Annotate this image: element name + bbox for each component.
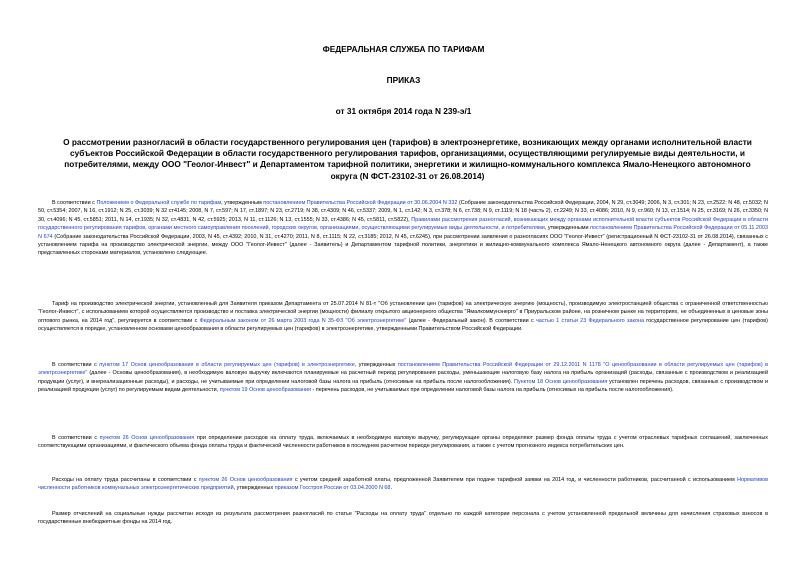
link-decree-674[interactable]: постановлением Правительства Российской Федерации от 05.11.2003 N 674 xyxy=(38,225,768,240)
paragraph-6 xyxy=(38,510,768,527)
link-disagreement-rules[interactable]: Правилами рассмотрения разногласий, возникающих между органами исполнительной власти субъектов Российской Федерации в области государственного регулирования тарифов, органами местного самоуправления поселений, городских округов, организациями, осуществляющими регулируемые виды деятельности, и потребителями xyxy=(38,216,769,232)
link-article-23[interactable]: частью 1 статьи 23 Федерального закона xyxy=(535,317,644,324)
link-pricing-basics-p17[interactable]: пунктом 17 Основ ценообразования в области регулируемых цен (тарифов) в электроэнергетике xyxy=(99,362,355,368)
p2-text-3: государственное регулирование цен (тарифов) осуществляется в порядке, установленном основами ценообразования в области регулируемых цен (тарифов) в электроэнергетике, утвержденными Правительством Российской Федерации. xyxy=(38,317,768,333)
link-decree-332[interactable]: постановлением Правительства Российской Федерации от 30.06.2004 N 332 xyxy=(263,200,458,206)
paragraph-3 xyxy=(38,361,768,395)
paragraph-5 xyxy=(38,476,768,493)
link-pricing-basics-p26-b[interactable]: пунктом 26 Основ ценообразования xyxy=(198,477,293,483)
p5-text-1: Расходы на оплату труда рассчитаны в соответствии с xyxy=(52,477,199,483)
p1-text-2: , утвержденным xyxy=(221,200,264,206)
p5-text-3: , утвержденных xyxy=(233,485,275,492)
doc-type-heading: ПРИКАЗ xyxy=(386,75,421,85)
paragraph-2 xyxy=(38,300,768,334)
p1-text-5: (Собрание законодательства Российской Федерации, 2003, N 45, ст.4392; 2010, N 31, ст.4270; 2011, N 8, ст.1115; N 22, ст.3185; 2012, N 45, ст.6245), при рассмотрении заявления о разногласиях ООО "Геолог-Инвест" (регистрационный N ФСТ-23102-31 от 26.08.2014), связанных с установлением тарифа на производство электрической энергии, между ООО "Геолог-Инвест" (далее - Заявитель) и Департаментом тарифной политики, энергетики и жилищно-коммунального комплекса Ямало-Ненецкого автономного округа (далее - Департамент), а также представленных сторонами материалов, установлено следующее. xyxy=(38,233,768,257)
p3-text-3: (далее - Основы ценообразования), в необходимую валовую выручку включаются планируемые на расчетный период регулирования расходы, уменьшающие налоговую базу налога на прибыль организаций (расходы, связанные с производством и реализацией продукции (услуг), и внереализационные расходы), и расходы, не учитываемые при определении налоговой базы налога на прибыль (относимые на прибыль после налогообложения). xyxy=(38,370,768,385)
p2-text-2: (далее - Федеральный закон). В соответствии с xyxy=(406,317,536,324)
p3-text-1: В соответствии с xyxy=(52,362,100,368)
paragraph-4 xyxy=(38,434,768,451)
p5-text-4: . xyxy=(390,485,392,492)
document-title: О рассмотрении разногласий в области государственного регулирования цен (тарифов) в электроэнергетике, возникающих между органами исполнительной власти субъектов Российской Федерации в области государственного регулирования тарифов, организациями, осуществляющими регулируемые виды деятельности, и потребителями, между ООО "Геолог-Инвест" и Департаментом тарифной политики, энергетики и жилищно-коммунального комплекса Ямало-Ненецкого автономного округа (N ФСТ-23102-31 от 26.08.2014) xyxy=(63,137,752,181)
p6-text-1: Размер отчислений на социальные нужды рассчитан исходя из результата рассмотрения разногласий по статье "Расходы на оплату труда" отдельно по каждой категории персонала с учетом установленной предельной величины для начисления страховых взносов в государственные внебюджетные фонды на 2014 год. xyxy=(38,511,768,526)
p2-text-1: Тариф на производство электрической энергии, установленный для Заявителя приказом Департамента от 25.07.2014 N 81-т "Об установлении цен (тарифов) на электрическую энергию (мощность), производимую электростанцией общества с ограниченной ответственностью "Геолог-Инвест", с использованием которой осуществляется производство и поставка электрической энергии (мощности) филиалу открытого акционерного общества "Ямалкоммунэнерго" в Приуральском районе, на розничном рынке на территориях, не объединенных в ценовые зоны оптового рынка, на 2014 год", регулируется в соответствии с xyxy=(38,301,768,324)
p1-text-4: , утвержденными xyxy=(544,225,591,232)
p5-text-2: с учетом средней заработной платы, предложенной Заявителем при подаче тарифной заявки на 2014 год, и численности работников, рассчитанной с использованием xyxy=(292,477,738,483)
p1-text-1: В соответствии с xyxy=(52,200,97,206)
link-federal-law-35fz[interactable]: Федеральным законом от 26 марта 2003 года N 35-ФЗ "Об электроэнергетике" xyxy=(199,317,407,324)
link-staffing-norms[interactable]: Нормативов численности работников коммунальных электроэнергетических предприятий xyxy=(38,477,768,492)
p1-text-3: (Собрание законодательства Российской Федерации, 2004, N 29, ст.3049; 2006, N 3, ст.301; N 23, ст.2522; N 48, ст.5032; N 50, ст.5354; 2007, N 16, ст.1912; N 25, ст.3039; N 32 ст4145; 2008, N 7, ст.597; N 17, ст.1897; N 23, ст.2719; N 38, ст.4309; N 46, ст.5337; 2009, N 1, ст.142; N 3, ст.378; N 6, ст.738; N 9, ст.1119; N 18 (часть 2), ст.2249; N 33, ст.4086; 2010, N 9, ст.960; N 13, ст.1514; N 25, ст.3169; N 26, ст.3350; N 30, ст.4096; N 45, ст.5851; 2011, N 14, ст.1935; N 32, ст.4831, N 42, ст.5925; 2013, N 11, ст.1126; N 13, ст.1555; N 33, ст.4386; N 45, ст.5811, ст.5822), xyxy=(38,200,768,223)
p4-text-2: при определении расходов на оплату труда, включаемых в необходимую валовую выручку, регулирующие органы определяют размер фонда оплаты труда с учетом отраслевых тарифных соглашений, заключенных соответствующими организациями, и фактического объема фонда оплаты труда и фактической численности работников в последнем расчетном периоде регулирования, а также с учетом прогнозного индекса потребительских цен. xyxy=(38,435,768,450)
p3-text-2: , утвержденных xyxy=(354,362,398,368)
link-gosstroy-order-68[interactable]: приказом Госстроя России от 03.04.2000 N 68 xyxy=(274,485,391,492)
link-pricing-basics-p26[interactable]: пунктом 26 Основ ценообразования xyxy=(99,435,195,441)
agency-heading: ФЕДЕРАЛЬНАЯ СЛУЖБА ПО ТАРИФАМ xyxy=(322,44,485,54)
link-decree-1178[interactable]: постановлением Правительства Российской Федерации от 29.12.2011 N 1178 "О ценообразовании в области регулируемых цен (тарифов) в электроэнергетике" xyxy=(38,362,768,377)
paragraph-1 xyxy=(38,199,768,258)
link-pricing-basics-p19[interactable]: пунктом 19 Основ ценообразования xyxy=(219,387,311,394)
p3-text-4: установлен перечень расходов, связанных с производством и реализацией продукции (услуг) по регулируемым видам деятельности, xyxy=(38,378,768,394)
date-number-heading: от 31 октября 2014 года N 239-э/1 xyxy=(335,106,472,116)
link-pricing-basics-p18[interactable]: Пунктом 18 Основ ценообразования xyxy=(514,378,608,385)
p4-text-1: В соответствии с xyxy=(52,435,100,441)
link-fst-regulation[interactable]: Положением о Федеральной службе по тарифам xyxy=(96,200,222,206)
p3-text-5: - перечень расходов, не учитываемых при определении налоговой базы налога на прибыль (относимых на прибыль после налогообложения). xyxy=(310,387,674,394)
